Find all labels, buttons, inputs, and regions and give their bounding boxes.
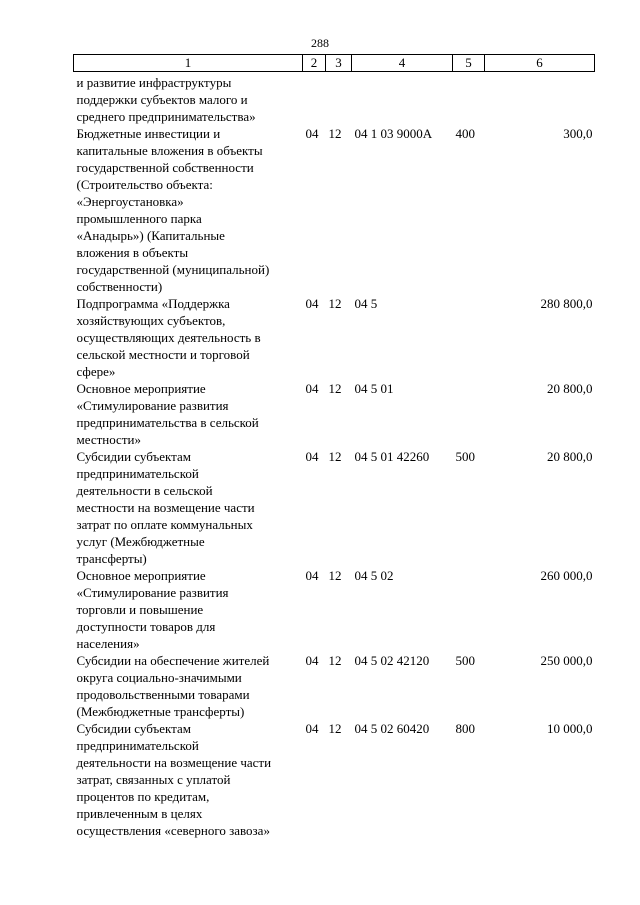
row-name-line: предпринимательской <box>76 738 199 753</box>
table-row <box>74 295 595 380</box>
target-article-cell: 04 5 02 60420 <box>354 721 430 736</box>
row-name-cell <box>74 720 303 839</box>
row-name-line: сфере» <box>76 364 116 379</box>
table-row <box>74 380 595 448</box>
budget-table <box>73 54 595 839</box>
table-row <box>74 652 595 720</box>
row-name-line: округа социально-значимыми <box>76 670 242 685</box>
row-name-line: и развитие инфраструктуры <box>76 75 232 90</box>
row-name-line: доступности товаров для <box>76 619 216 634</box>
subsection-code-cell: 12 <box>328 126 342 141</box>
row-name-line: Основное мероприятие <box>76 568 206 583</box>
row-name-line: Субсидии субъектам <box>76 449 191 464</box>
target-article-cell: 04 5 01 42260 <box>354 449 430 464</box>
expense-type-cell <box>453 567 485 652</box>
table-row <box>74 72 595 126</box>
amount-cell: 300,0 <box>563 126 593 141</box>
column-header-6: 6 <box>485 55 595 72</box>
row-name-cell <box>74 72 303 126</box>
amount-cell: 20 800,0 <box>547 381 593 396</box>
section-code-cell: 04 <box>305 653 319 668</box>
table-row <box>74 720 595 839</box>
table-body <box>74 72 595 840</box>
row-name-line: услуг (Межбюджетные <box>76 534 205 549</box>
row-name-line: торговли и повышение <box>76 602 204 617</box>
row-name-cell <box>74 567 303 652</box>
expense-type-cell: 400 <box>455 126 475 141</box>
table-header-row <box>74 55 595 72</box>
expense-type-cell <box>453 72 485 126</box>
page-number: 288 <box>311 36 329 50</box>
row-name-line: вложения в объекты <box>76 245 189 260</box>
expense-type-cell <box>453 295 485 380</box>
amount-cell <box>485 72 595 126</box>
subsection-code-cell: 12 <box>328 721 342 736</box>
row-name-line: собственности) <box>76 279 163 294</box>
expense-type-cell <box>453 380 485 448</box>
row-name-line: Подпрограмма «Поддержка <box>76 296 230 311</box>
row-name-line: «Энергоустановка» <box>76 194 184 209</box>
row-name-line: «Анадырь») (Капитальные <box>76 228 225 243</box>
row-name-cell <box>74 448 303 567</box>
amount-cell: 260 000,0 <box>540 568 593 583</box>
row-name-line: Субсидии на обеспечение жителей <box>76 653 270 668</box>
expense-type-cell: 500 <box>455 653 475 668</box>
row-name-line: местности на возмещение части <box>76 500 255 515</box>
row-name-line: продовольственными товарами <box>76 687 250 702</box>
target-article-cell: 04 1 03 9000А <box>354 126 433 141</box>
row-name-line: (Строительство объекта: <box>76 177 213 192</box>
subsection-code-cell: 12 <box>328 653 342 668</box>
row-name-line: государственной собственности <box>76 160 254 175</box>
target-article-cell: 04 5 02 <box>354 568 394 583</box>
target-article-cell: 04 5 <box>354 296 378 311</box>
subsection-code-cell: 12 <box>328 381 342 396</box>
row-name-line: затрат по оплате коммунальных <box>76 517 253 532</box>
row-name-line: деятельности на возмещение части <box>76 755 272 770</box>
section-code-cell <box>303 72 326 126</box>
row-name-line: осуществляющих деятельность в <box>76 330 261 345</box>
amount-cell: 280 800,0 <box>540 296 593 311</box>
row-name-cell <box>74 125 303 295</box>
table-row <box>74 567 595 652</box>
row-name-line: местности» <box>76 432 141 447</box>
table-row <box>74 125 595 295</box>
column-header-3: 3 <box>326 55 352 72</box>
table-row <box>74 448 595 567</box>
subsection-code-cell <box>326 72 352 126</box>
row-name-line: капитальные вложения в объекты <box>76 143 263 158</box>
section-code-cell: 04 <box>305 296 319 311</box>
target-article-cell <box>352 72 453 126</box>
target-article-cell: 04 5 01 <box>354 381 394 396</box>
column-header-4: 4 <box>352 55 453 72</box>
section-code-cell: 04 <box>305 449 319 464</box>
row-name-line: предпринимательства в сельской <box>76 415 259 430</box>
subsection-code-cell: 12 <box>328 568 342 583</box>
subsection-code-cell: 12 <box>328 296 342 311</box>
subsection-code-cell: 12 <box>328 449 342 464</box>
column-header-2: 2 <box>303 55 326 72</box>
section-code-cell: 04 <box>305 568 319 583</box>
expense-type-cell: 500 <box>455 449 475 464</box>
row-name-line: Бюджетные инвестиции и <box>76 126 221 141</box>
row-name-line: деятельности в сельской <box>76 483 213 498</box>
row-name-line: среднего предпринимательства» <box>76 109 256 124</box>
amount-cell: 250 000,0 <box>540 653 593 668</box>
row-name-line: Субсидии субъектам <box>76 721 191 736</box>
section-code-cell: 04 <box>305 126 319 141</box>
row-name-line: Основное мероприятие <box>76 381 206 396</box>
row-name-line: «Стимулирование развития <box>76 398 229 413</box>
row-name-line: трансферты) <box>76 551 147 566</box>
row-name-cell <box>74 652 303 720</box>
target-article-cell: 04 5 02 42120 <box>354 653 430 668</box>
column-header-5: 5 <box>453 55 485 72</box>
row-name-line: осуществления «северного завоза» <box>76 823 270 838</box>
section-code-cell: 04 <box>305 381 319 396</box>
row-name-line: государственной (муниципальной) <box>76 262 270 277</box>
row-name-line: промышленного парка <box>76 211 202 226</box>
row-name-line: процентов по кредитам, <box>76 789 210 804</box>
row-name-line: населения» <box>76 636 140 651</box>
row-name-line: затрат, связанных с уплатой <box>76 772 231 787</box>
amount-cell: 10 000,0 <box>547 721 593 736</box>
row-name-line: сельской местности и торговой <box>76 347 250 362</box>
expense-type-cell: 800 <box>455 721 475 736</box>
row-name-line: поддержки субъектов малого и <box>76 92 248 107</box>
section-code-cell: 04 <box>305 721 319 736</box>
row-name-line: «Стимулирование развития <box>76 585 229 600</box>
row-name-cell <box>74 380 303 448</box>
row-name-line: привлеченным в целях <box>76 806 203 821</box>
row-name-line: хозяйствующих субъектов, <box>76 313 226 328</box>
row-name-line: предпринимательской <box>76 466 199 481</box>
column-header-1: 1 <box>74 55 303 72</box>
row-name-cell <box>74 295 303 380</box>
amount-cell: 20 800,0 <box>547 449 593 464</box>
row-name-line: (Межбюджетные трансферты) <box>76 704 245 719</box>
